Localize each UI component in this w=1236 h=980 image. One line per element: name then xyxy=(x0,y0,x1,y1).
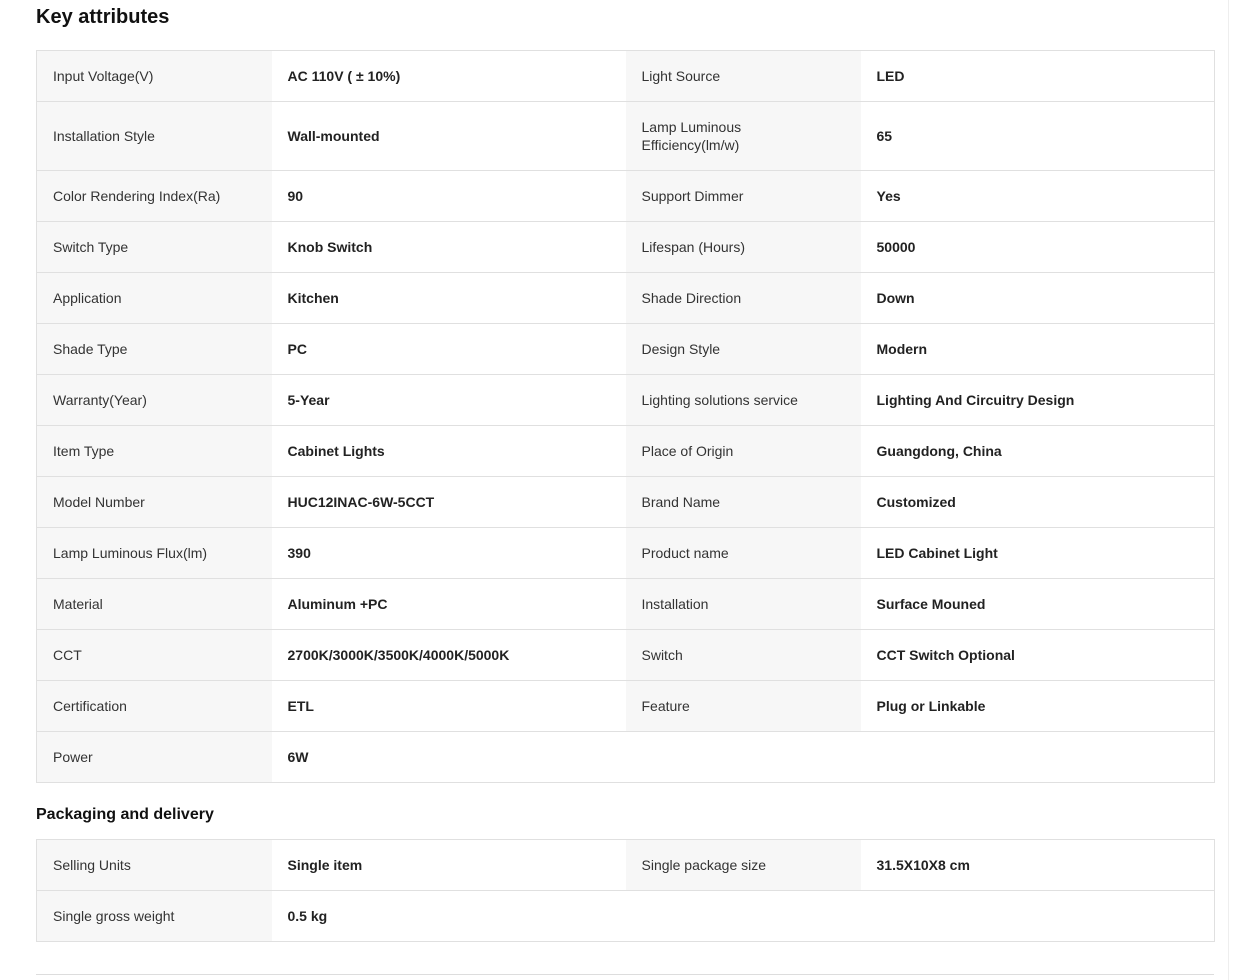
attribute-value: Cabinet Lights xyxy=(272,426,626,477)
attribute-value: Plug or Linkable xyxy=(861,681,1215,732)
attribute-value: Wall-mounted xyxy=(272,102,626,171)
attribute-row xyxy=(37,273,1215,324)
attribute-label: Switch xyxy=(626,630,861,681)
attribute-label: Support Dimmer xyxy=(626,171,861,222)
attribute-value: 2700K/3000K/3500K/4000K/5000K xyxy=(272,630,626,681)
attribute-label: CCT xyxy=(37,630,272,681)
attribute-row xyxy=(37,171,1215,222)
attribute-label: Place of Origin xyxy=(626,426,861,477)
attribute-label: Shade Direction xyxy=(626,273,861,324)
attribute-value: CCT Switch Optional xyxy=(861,630,1215,681)
attribute-label: Brand Name xyxy=(626,477,861,528)
attribute-value: Kitchen xyxy=(272,273,626,324)
attribute-label: Installation Style xyxy=(37,102,272,171)
attribute-label: Single gross weight xyxy=(37,891,272,942)
attribute-label: Lamp Luminous Efficiency(lm/w) xyxy=(626,102,861,171)
attribute-row xyxy=(37,477,1215,528)
key-attributes-table xyxy=(36,50,1215,783)
attribute-value: Customized xyxy=(861,477,1215,528)
attribute-label: Certification xyxy=(37,681,272,732)
attribute-row xyxy=(37,840,1215,891)
attribute-row xyxy=(37,681,1215,732)
attribute-value: Guangdong, China xyxy=(861,426,1215,477)
attribute-row xyxy=(37,891,1215,942)
right-divider xyxy=(1228,0,1229,980)
attribute-label: Feature xyxy=(626,681,861,732)
attribute-value: 31.5X10X8 cm xyxy=(861,840,1215,891)
attribute-row xyxy=(37,528,1215,579)
attribute-value: Down xyxy=(861,273,1215,324)
attribute-value: LED xyxy=(861,51,1215,102)
attribute-label: Lifespan (Hours) xyxy=(626,222,861,273)
attribute-value: PC xyxy=(272,324,626,375)
attribute-value: 5-Year xyxy=(272,375,626,426)
attribute-value: Aluminum +PC xyxy=(272,579,626,630)
empty-cell xyxy=(861,891,1215,942)
attribute-label: Design Style xyxy=(626,324,861,375)
attribute-value: Yes xyxy=(861,171,1215,222)
packaging-heading: Packaging and delivery xyxy=(36,806,214,823)
key-attributes-heading: Key attributes xyxy=(36,6,170,28)
attribute-value: 0.5 kg xyxy=(272,891,626,942)
empty-cell xyxy=(626,732,861,783)
attribute-label: Power xyxy=(37,732,272,783)
attribute-label: Lamp Luminous Flux(lm) xyxy=(37,528,272,579)
attribute-row xyxy=(37,222,1215,273)
empty-cell xyxy=(626,891,861,942)
attribute-label: Model Number xyxy=(37,477,272,528)
attribute-label: Input Voltage(V) xyxy=(37,51,272,102)
attribute-label: Light Source xyxy=(626,51,861,102)
bottom-divider xyxy=(36,974,1214,975)
attribute-row xyxy=(37,102,1215,171)
attribute-label: Selling Units xyxy=(37,840,272,891)
empty-cell xyxy=(861,732,1215,783)
attribute-value: ETL xyxy=(272,681,626,732)
attribute-row xyxy=(37,426,1215,477)
attribute-label: Item Type xyxy=(37,426,272,477)
attribute-label: Product name xyxy=(626,528,861,579)
attribute-row xyxy=(37,579,1215,630)
attribute-value: Lighting And Circuitry Design xyxy=(861,375,1215,426)
attribute-value: AC 110V ( ± 10%) xyxy=(272,51,626,102)
attribute-label: Color Rendering Index(Ra) xyxy=(37,171,272,222)
attribute-value: 50000 xyxy=(861,222,1215,273)
attribute-row xyxy=(37,51,1215,102)
attribute-value: Surface Mouned xyxy=(861,579,1215,630)
attribute-value: Knob Switch xyxy=(272,222,626,273)
attribute-label: Shade Type xyxy=(37,324,272,375)
attribute-value: 390 xyxy=(272,528,626,579)
attribute-label: Lighting solutions service xyxy=(626,375,861,426)
attribute-label: Single package size xyxy=(626,840,861,891)
attribute-value: 90 xyxy=(272,171,626,222)
attribute-value: LED Cabinet Light xyxy=(861,528,1215,579)
packaging-table xyxy=(36,839,1215,942)
attribute-label: Installation xyxy=(626,579,861,630)
attribute-label: Warranty(Year) xyxy=(37,375,272,426)
attribute-row xyxy=(37,732,1215,783)
attribute-label: Switch Type xyxy=(37,222,272,273)
attribute-label: Material xyxy=(37,579,272,630)
attribute-row xyxy=(37,375,1215,426)
attribute-value: 6W xyxy=(272,732,626,783)
attribute-label: Application xyxy=(37,273,272,324)
attribute-value: 65 xyxy=(861,102,1215,171)
attribute-row xyxy=(37,630,1215,681)
attribute-value: HUC12INAC-6W-5CCT xyxy=(272,477,626,528)
attribute-value: Modern xyxy=(861,324,1215,375)
attribute-value: Single item xyxy=(272,840,626,891)
attribute-row xyxy=(37,324,1215,375)
